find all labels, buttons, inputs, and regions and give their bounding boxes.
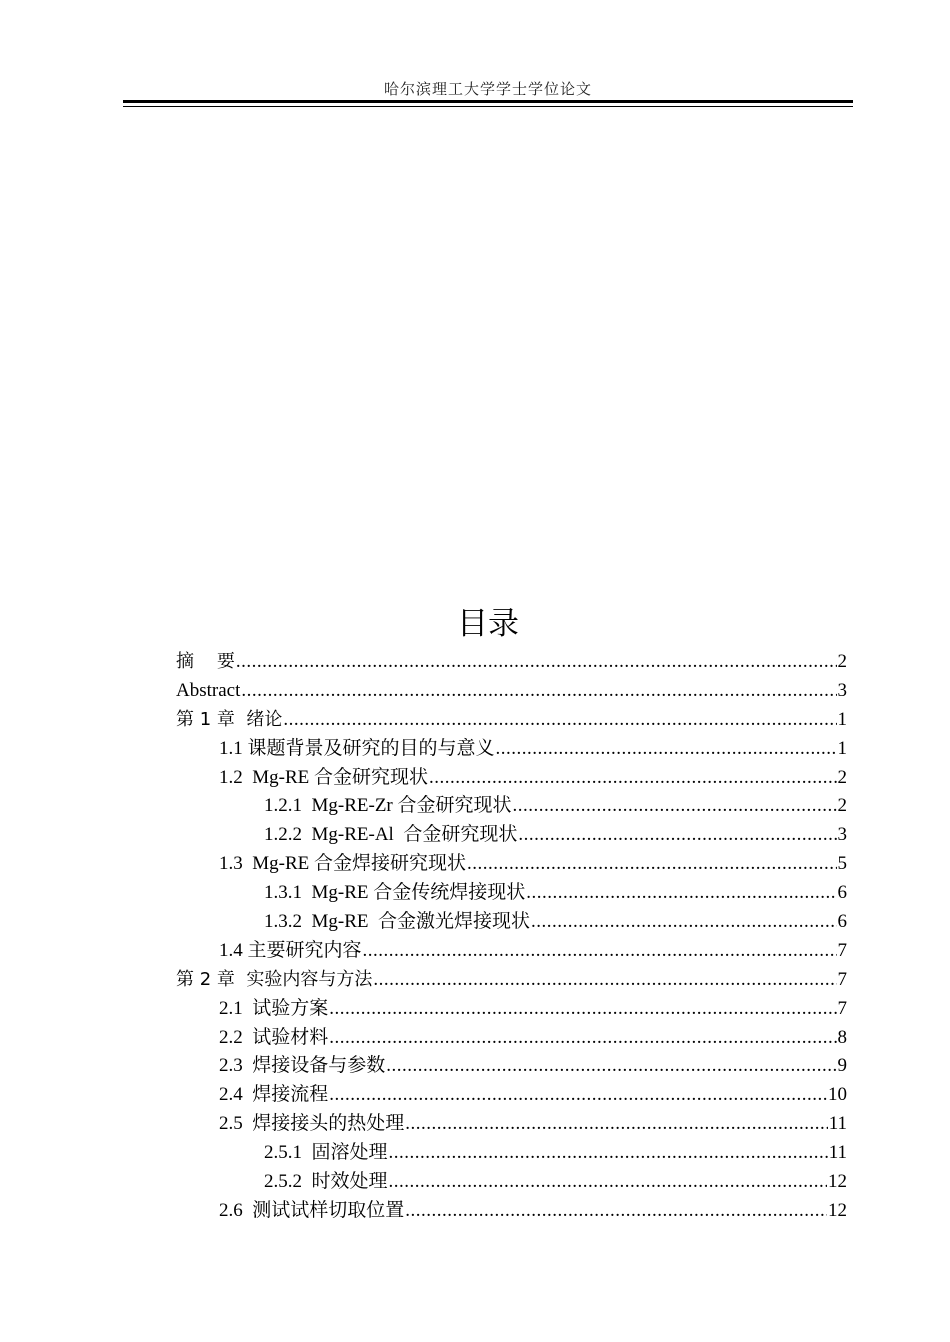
toc-entry-page: 1: [837, 708, 847, 730]
toc-entry-abstract-en[interactable]: [176, 677, 847, 706]
toc-entry-page: 1: [837, 737, 847, 759]
toc-entry-page: 2: [837, 766, 847, 788]
toc-entry-page: 3: [837, 679, 847, 701]
table-of-contents: [176, 648, 847, 1226]
toc-leader-dots: [467, 850, 836, 879]
toc-entry-label: 1.2.1 Mg-RE-Zr 合金研究现状: [264, 795, 512, 817]
toc-entry-label: 1.3 Mg-RE 合金焊接研究现状: [219, 853, 467, 875]
toc-entry-2-3[interactable]: [176, 1052, 847, 1081]
toc-entry-1-1[interactable]: [176, 735, 847, 764]
toc-entry-label: 1.3.2 Mg-RE 合金激光焊接现状: [264, 911, 531, 933]
toc-entry-page: 7: [837, 939, 847, 961]
toc-entry-1-3[interactable]: [176, 850, 847, 879]
toc-entry-label: 1.2 Mg-RE 合金研究现状: [219, 766, 429, 788]
toc-entry-1-2[interactable]: [176, 764, 847, 793]
toc-entry-1-4[interactable]: [176, 937, 847, 966]
toc-entry-label: 1.2.2 Mg-RE-Al 合金研究现状: [264, 824, 518, 846]
toc-leader-dots: [429, 764, 836, 793]
toc-entry-page: 9: [837, 1055, 847, 1077]
header-rule-thick: [123, 100, 853, 103]
toc-entry-label: 1.1 课题背景及研究的目的与意义: [219, 737, 495, 759]
toc-entry-label: 2.5.1 固溶处理: [264, 1142, 388, 1164]
toc-leader-dots: [513, 792, 837, 821]
toc-entry-page: 5: [837, 853, 847, 875]
toc-leader-dots: [363, 937, 837, 966]
toc-entry-page: 12: [828, 1199, 847, 1221]
toc-leader-dots: [526, 879, 836, 908]
header-rule-thin: [123, 106, 853, 107]
toc-entry-2-6[interactable]: [176, 1197, 847, 1226]
toc-entry-1-3-2[interactable]: [176, 908, 847, 937]
toc-entry-page: 11: [828, 1113, 847, 1135]
toc-leader-dots: [329, 1081, 827, 1110]
toc-leader-dots: [241, 677, 836, 706]
toc-leader-dots: [496, 735, 837, 764]
toc-leader-dots: [329, 995, 836, 1024]
toc-leader-dots: [373, 966, 836, 995]
toc-title: 目录: [457, 606, 519, 642]
toc-entry-page: 10: [828, 1084, 847, 1106]
toc-entry-1-2-2[interactable]: [176, 821, 847, 850]
toc-entry-2-5[interactable]: [176, 1110, 847, 1139]
toc-entry-2-5-2[interactable]: [176, 1168, 847, 1197]
toc-leader-dots: [283, 706, 836, 735]
toc-entry-label: 第 2 章 实验内容与方法: [176, 968, 373, 990]
toc-entry-chapter-2[interactable]: [176, 966, 847, 995]
toc-entry-label: 2.5 焊接接头的热处理: [219, 1113, 405, 1135]
toc-entry-page: 7: [837, 997, 847, 1019]
toc-entry-abstract-cn[interactable]: [176, 648, 847, 677]
toc-entry-2-5-1[interactable]: [176, 1139, 847, 1168]
toc-entry-page: 11: [828, 1142, 847, 1164]
toc-entry-label: 2.1 试验方案: [219, 997, 329, 1019]
toc-entry-page: 8: [837, 1026, 847, 1048]
toc-entry-page: 6: [837, 882, 847, 904]
toc-entry-page: 3: [837, 824, 847, 846]
toc-entry-page: 2: [837, 795, 847, 817]
toc-entry-1-3-1[interactable]: [176, 879, 847, 908]
toc-entry-label: 2.2 试验材料: [219, 1026, 329, 1048]
toc-leader-dots: [405, 1110, 827, 1139]
toc-entry-label: 1.4 主要研究内容: [219, 939, 362, 961]
toc-entry-page: 6: [837, 911, 847, 933]
running-header: 哈尔滨理工大学学士学位论文: [383, 82, 592, 98]
toc-entry-label: 2.5.2 时效处理: [264, 1171, 388, 1193]
toc-entry-1-2-1[interactable]: [176, 792, 847, 821]
toc-leader-dots: [329, 1024, 836, 1053]
toc-entry-label: 2.3 焊接设备与参数: [219, 1055, 386, 1077]
toc-leader-dots: [531, 908, 836, 937]
toc-entry-2-2[interactable]: [176, 1024, 847, 1053]
toc-entry-label: 第 1 章 绪论: [176, 708, 283, 730]
toc-leader-dots: [386, 1052, 836, 1081]
toc-entry-label: 2.4 焊接流程: [219, 1084, 329, 1106]
toc-entry-page: 2: [837, 651, 847, 672]
toc-leader-dots: [405, 1197, 827, 1226]
toc-entry-label: 2.6 测试试样切取位置: [219, 1199, 405, 1221]
toc-entry-2-4[interactable]: [176, 1081, 847, 1110]
toc-entry-page: 7: [837, 968, 847, 990]
toc-leader-dots: [389, 1168, 827, 1197]
toc-entry-label: Abstract: [176, 679, 241, 701]
toc-entry-2-1[interactable]: [176, 995, 847, 1024]
toc-entry-label: 1.3.1 Mg-RE 合金传统焊接现状: [264, 882, 526, 904]
toc-entry-label: 摘 要: [176, 651, 235, 672]
toc-leader-dots: [236, 648, 837, 677]
toc-entry-page: 12: [828, 1171, 847, 1193]
toc-entry-chapter-1[interactable]: [176, 706, 847, 735]
toc-leader-dots: [518, 821, 836, 850]
toc-leader-dots: [389, 1139, 828, 1168]
